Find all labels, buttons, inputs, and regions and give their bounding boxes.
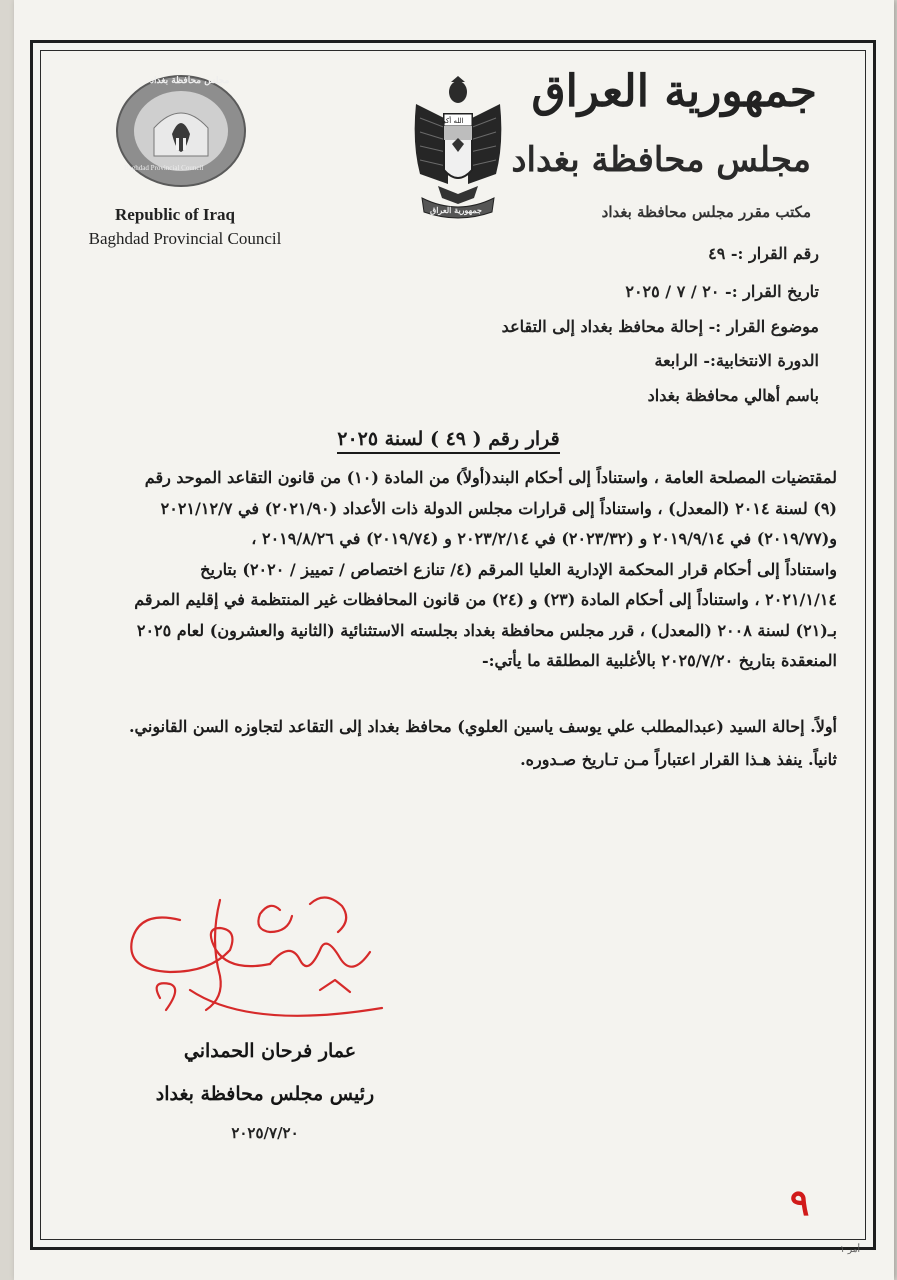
iraq-eagle-emblem-icon — [408, 74, 508, 222]
seal-text-en: Baghdad Provincial Council — [124, 164, 204, 172]
council-seal-logo — [110, 72, 252, 190]
signatory-name: عمار فرحان الحمداني — [183, 1040, 357, 1062]
english-council-name: Baghdad Provincial Council — [88, 229, 282, 248]
decision-body — [47, 463, 837, 677]
emblem-scroll-text: جمهورية العراق — [430, 205, 482, 215]
body-line: واستناداً إلى أحكام قرار المحكمة الإدارية العليا المرقم (٤/ تنازع اختصاص / تمييز / ٢٠٢٠) بتاريخ — [200, 559, 837, 579]
electoral-session: الدورة الانتخابية:- الرابعة — [654, 351, 819, 370]
arabic-council-name: مجلس محافظة بغداد — [511, 140, 811, 180]
handwritten-signature — [120, 880, 400, 1030]
signatory-title: رئيس مجلس محافظة بغداد — [155, 1083, 375, 1105]
clause-second: ثانياً. ينفذ هـذا القرار اعتباراً مـن تـاريخ صـدوره. — [520, 750, 837, 769]
decision-number: رقم القرار :- ٤٩ — [708, 244, 819, 263]
decision-heading-text: قرار رقم ( ٤٩ ) لسنة ٢٠٢٥ — [337, 428, 560, 454]
decision-subject: موضوع القرار :- إحالة محافظ بغداد إلى التقاعد — [501, 317, 819, 336]
body-line: بـ(٢١) لسنة ٢٠٠٨ (المعدل) ، قرر مجلس محافظة بغداد بجلسته الاستثنائية (الثانية والعشرون) لعام ٢٠٢٥ — [136, 620, 837, 640]
body-line: و(٢٠١٩/٧٧) في ٢٠١٩/٩/١٤ و (٢٠٢٣/٣٢) في ٢٠٢٣/٢/١٤ و (٢٠١٩/٧٤) في ٢٠١٩/٨/٢٦ ، — [251, 529, 837, 548]
body-line: المنعقدة بتاريخ ٢٠٢٥/٧/٢٠ بالأغلبية المطلقة ما يأتي:- — [481, 651, 837, 670]
clause-first: أولاً. إحالة السيد (عبدالمطلب علي يوسف ياسين العلوي) محافظ بغداد إلى التقاعد لتجاوزه السن القانوني. — [128, 717, 837, 736]
arabic-country-title: جمهورية العراق — [531, 66, 817, 117]
decision-date: تاريخ القرار :- ٢٠ / ٧ / ٢٠٢٥ — [625, 282, 819, 301]
english-country-title: Republic of Iraq — [115, 205, 235, 224]
page-number: ٩ — [790, 1182, 810, 1224]
emblem-motto: الله أكبر — [440, 117, 464, 125]
body-line: لمقتضيات المصلحة العامة ، واستناداً إلى أحكام البند(أولاً) من المادة (١٠) من قانون التقاعد الموحد رقم — [144, 468, 837, 487]
body-line: ٢٠٢١/١/١٤ ، واستناداً إلى أحكام المادة (٢٣) و (٢٤) من قانون المحافظات غير المنتظمة في إقليم المرقم — [134, 590, 837, 609]
page-footer-mark: أمر ١ — [840, 1245, 860, 1255]
in-the-name-of: باسم أهالي محافظة بغداد — [647, 386, 819, 405]
arabic-office-name: مكتب مقرر مجلس محافظة بغداد — [601, 203, 811, 221]
decision-heading — [0, 428, 897, 450]
signature-date: ٢٠٢٥/٧/٢٠ — [231, 1124, 299, 1142]
seal-text: مجلس محافظة بغداد — [150, 76, 230, 86]
body-line: (٩) لسنة ٢٠١٤ (المعدل) ، واستناداً إلى قرارات مجلس الدولة ذات الأعداد (٢٠٢١/٩٠) في ٢٠٢١/١٢/٧ — [160, 498, 837, 518]
